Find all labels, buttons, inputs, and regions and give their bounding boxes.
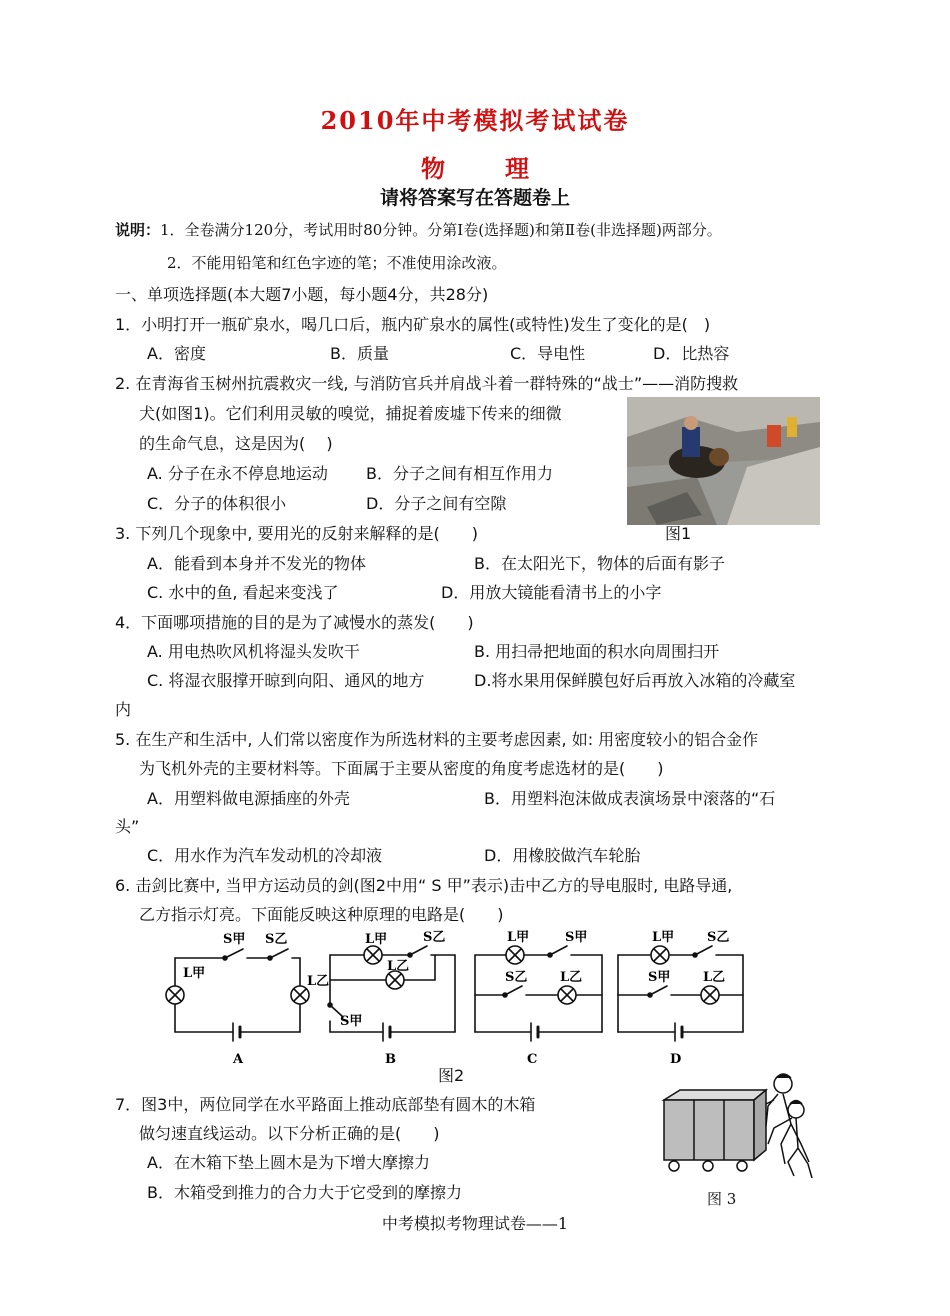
q2-option-c: C．分子的体积很小 bbox=[147, 494, 287, 513]
q7-line-2: 做匀速直线运动。以下分析正确的是( ) bbox=[139, 1124, 440, 1143]
q5-line-2: 为飞机外壳的主要材料等。下面属于主要从密度的角度考虑选材的是( ) bbox=[139, 759, 664, 778]
label-s-yi-d: S乙 bbox=[707, 930, 730, 945]
q6-line-2: 乙方指示灯亮。下面能反映这种原理的电路是( ) bbox=[139, 905, 504, 924]
q5-option-a: A．用塑料做电源插座的外壳 bbox=[147, 789, 350, 808]
note-line-1 bbox=[115, 219, 722, 240]
q1-stem: 1．小明打开一瓶矿泉水，喝几口后，瓶内矿泉水的属性(或特性)发生了变化的是( ) bbox=[115, 315, 711, 334]
q4-option-a: A. 用电热吹风机将湿头发吹干 bbox=[147, 642, 360, 661]
q3-stem: 3. 下列几个现象中, 要用光的反射来解释的是( ) bbox=[115, 524, 479, 543]
label-s-yi-b: S乙 bbox=[423, 930, 446, 945]
label-l-yi-b: L乙 bbox=[387, 959, 410, 974]
q3-option-c: C. 水中的鱼, 看起来变浅了 bbox=[147, 583, 339, 602]
q5-option-d: D．用橡胶做汽车轮胎 bbox=[484, 846, 641, 865]
label-circuit-a: A bbox=[233, 1052, 244, 1067]
q2-line-1: 2. 在青海省玉树州抗震救灾一线, 与消防官兵并肩战斗着一群特殊的“战士”——消防搜救 bbox=[115, 374, 739, 393]
q5-option-b: B．用塑料泡沫做成表演场景中滚落的“石 bbox=[484, 789, 776, 808]
figure-1-caption: 图1 bbox=[665, 524, 692, 543]
rescue-dog-photo bbox=[627, 397, 820, 525]
q1-option-c: C．导电性 bbox=[510, 344, 586, 363]
q3-option-a: A．能看到本身并不发光的物体 bbox=[147, 554, 366, 573]
q7-option-a: A．在木箱下垫上圆木是为下增大摩擦力 bbox=[147, 1153, 430, 1172]
label-s-jia-b: S甲 bbox=[340, 1014, 363, 1029]
q3-option-b: B．在太阳光下，物体的后面有影子 bbox=[474, 554, 725, 573]
q6-line-1: 6. 击剑比赛中, 当甲方运动员的剑(图2中用“ S 甲”表示)击中乙方的导电服时, 电路导通, bbox=[115, 876, 733, 895]
q5-option-c: C．用水作为汽车发动机的冷却液 bbox=[147, 846, 383, 865]
label-l-jia-b: L甲 bbox=[365, 932, 388, 947]
label-s-jia-a: S甲 bbox=[223, 932, 246, 947]
q4-option-d-cont: 内 bbox=[115, 700, 132, 719]
q4-option-b: B. 用扫帚把地面的积水向周围扫开 bbox=[474, 642, 720, 661]
circuit-a bbox=[175, 949, 300, 1041]
q2-line-2: 犬(如图1)。它们利用灵敏的嗅觉，捕捉着废墟下传来的细微 bbox=[139, 404, 562, 423]
q2-option-a: A. 分子在永不停息地运动 bbox=[147, 464, 328, 483]
q2-option-b: B．分子之间有相互作用力 bbox=[366, 464, 553, 483]
q4-option-d: D.将水果用保鲜膜包好后再放入冰箱的冷藏室 bbox=[474, 671, 796, 690]
note-1: 1．全卷满分120分，考试用时80分钟。分第Ⅰ卷(选择题)和第Ⅱ卷(非选择题)两部分。 bbox=[160, 221, 722, 239]
label-s-yi-c: S乙 bbox=[505, 970, 528, 985]
q1-option-b: B．质量 bbox=[330, 344, 389, 363]
label-l-yi-c: L乙 bbox=[560, 970, 583, 985]
label-circuit-c: C bbox=[527, 1052, 538, 1067]
label-l-yi-a: L乙 bbox=[307, 974, 330, 989]
q7-line-1: 7．图3中，两位同学在水平路面上推动底部垫有圆木的木箱 bbox=[115, 1095, 536, 1114]
subject-title: 物 理 bbox=[421, 154, 547, 183]
label-s-yi-a: S乙 bbox=[265, 932, 288, 947]
q2-option-d: D．分子之间有空隙 bbox=[366, 494, 507, 513]
figure-2-caption: 图2 bbox=[438, 1066, 465, 1085]
q5-option-b-cont: 头” bbox=[115, 817, 140, 836]
circuit-d bbox=[618, 946, 743, 1041]
q1-option-d: D．比热容 bbox=[653, 344, 730, 363]
note-label: 说明： bbox=[115, 221, 161, 239]
circuit-c bbox=[475, 946, 602, 1041]
q4-stem: 4．下面哪项措施的目的是为了减慢水的蒸发( ) bbox=[115, 613, 474, 632]
label-s-jia-c: S甲 bbox=[565, 930, 588, 945]
instruction: 请将答案写在答题卷上 bbox=[379, 187, 570, 209]
label-l-jia-d: L甲 bbox=[652, 930, 675, 945]
q3-option-d: D．用放大镜能看清书上的小字 bbox=[441, 583, 662, 602]
circuit-figure bbox=[155, 925, 755, 1070]
q4-option-c: C. 将湿衣服撑开晾到向阳、通风的地方 bbox=[147, 671, 425, 690]
q7-option-b: B．木箱受到推力的合力大于它受到的摩擦力 bbox=[147, 1183, 462, 1202]
page-title: 2010年中考模拟考试试卷 bbox=[320, 106, 630, 135]
label-l-jia-c: L甲 bbox=[507, 930, 530, 945]
label-l-yi-d: L乙 bbox=[703, 970, 726, 985]
section-heading: 一、单项选择题(本大题7小题，每小题4分，共28分) bbox=[115, 285, 489, 304]
box-pushing-figure bbox=[658, 1070, 828, 1190]
label-l-jia-a: L甲 bbox=[183, 966, 206, 981]
note-2: 2．不能用铅笔和红色字迹的笔；不准使用涂改液。 bbox=[167, 254, 507, 272]
q1-option-a: A．密度 bbox=[147, 344, 206, 363]
q2-line-3: 的生命气息，这是因为( ) bbox=[139, 434, 333, 453]
q5-line-1: 5. 在生产和生活中, 人们常以密度作为所选材料的主要考虑因素, 如: 用密度较小的铝合金作 bbox=[115, 730, 759, 749]
label-s-jia-d: S甲 bbox=[648, 970, 671, 985]
label-circuit-d: D bbox=[670, 1052, 682, 1067]
page-footer: 中考模拟考物理试卷——1 bbox=[381, 1214, 569, 1233]
label-circuit-b: B bbox=[385, 1052, 396, 1067]
figure-3-caption: 图 3 bbox=[707, 1190, 737, 1208]
